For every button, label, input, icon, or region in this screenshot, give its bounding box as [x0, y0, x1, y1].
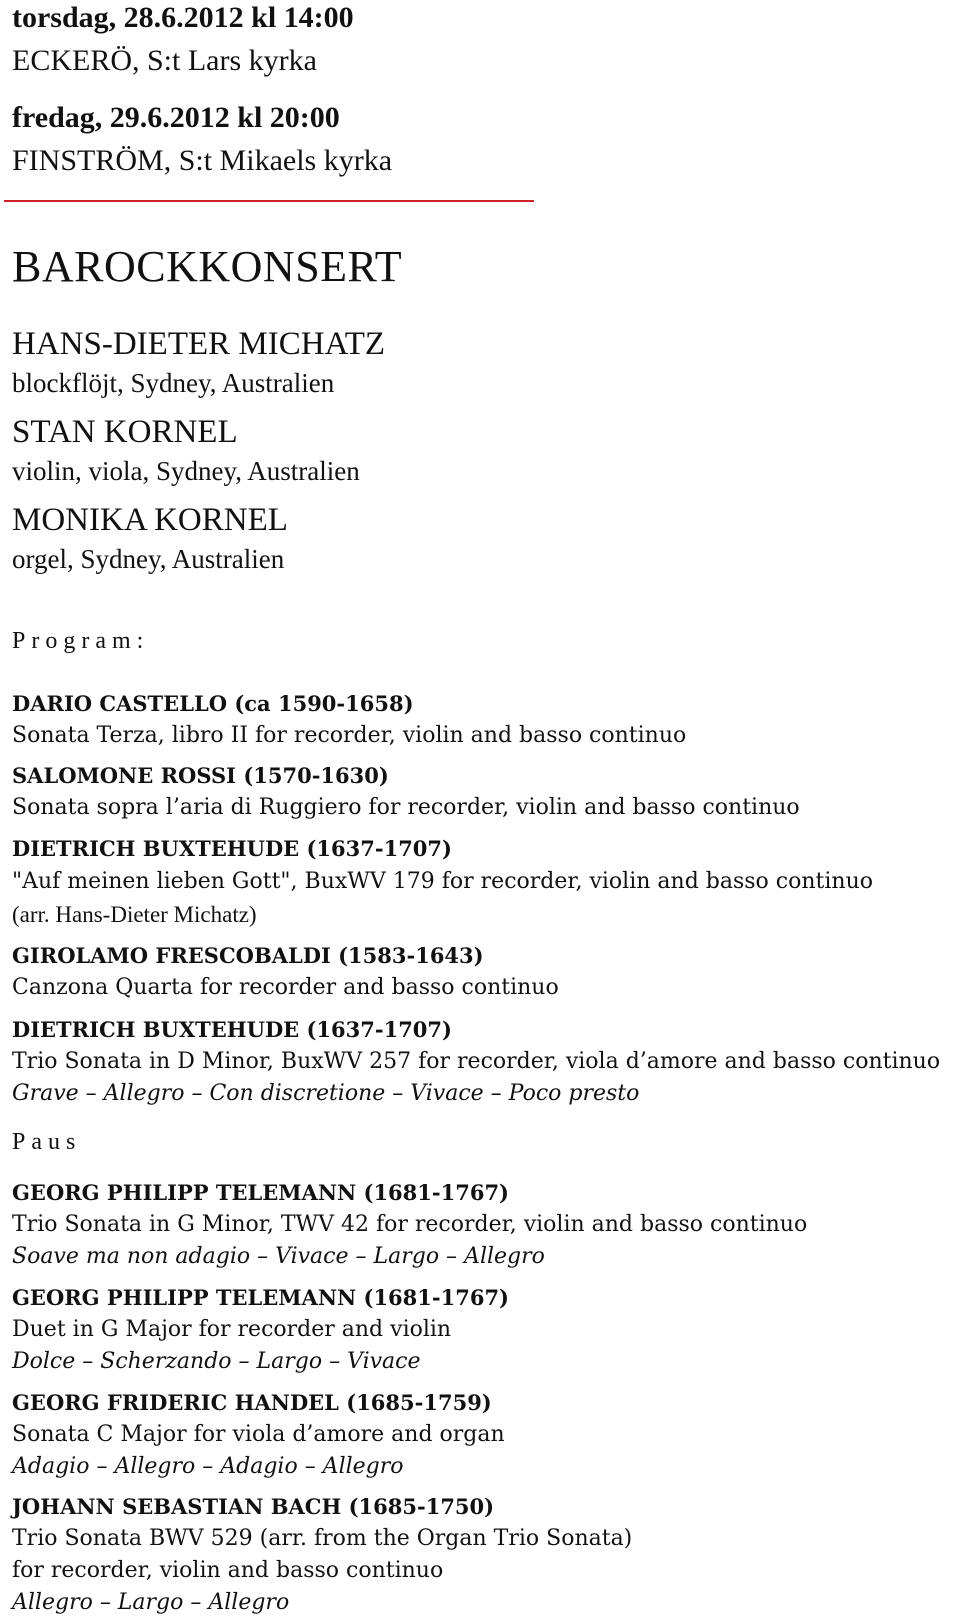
arrangement-note: (arr. Hans-Dieter Michatz): [12, 902, 257, 927]
work-frescobaldi: Canzona Quarta for recorder and basso continuo: [12, 975, 559, 1000]
composer-frescobaldi: GIROLAMO FRESCOBALDI (1583-1643): [12, 943, 484, 968]
program-heading: Program:: [12, 628, 150, 654]
performer-role-2: violin, viola, Sydney, Australien: [12, 456, 360, 486]
event-date-2: fredag, 29.6.2012 kl 20:00: [12, 101, 340, 134]
composer-buxtehude-2: DIETRICH BUXTEHUDE (1637-1707): [12, 1017, 452, 1042]
tempo-bach: Allegro – Largo – Allegro: [12, 1590, 290, 1615]
event-venue-2: FINSTRÖM, S:t Mikaels kyrka: [12, 144, 393, 177]
composer-telemann-2: GEORG PHILIPP TELEMANN (1681-1767): [12, 1285, 509, 1310]
work-handel: Sonata C Major for viola d’amore and organ: [12, 1422, 505, 1447]
composer-buxtehude-1: DIETRICH BUXTEHUDE (1637-1707): [12, 836, 452, 861]
performer-role-1: blockflöjt, Sydney, Australien: [12, 368, 335, 398]
composer-handel: GEORG FRIDERIC HANDEL (1685-1759): [12, 1390, 492, 1415]
tempo-handel: Adagio – Allegro – Adagio – Allegro: [12, 1454, 404, 1479]
composer-rossi: SALOMONE ROSSI (1570-1630): [12, 763, 389, 788]
concert-title: BAROCKKONSERT: [12, 242, 403, 291]
performer-name-3: MONIKA KORNEL: [12, 502, 288, 538]
work-telemann-1: Trio Sonata in G Minor, TWV 42 for recorder, violin and basso continuo: [12, 1212, 808, 1237]
work-castello: Sonata Terza, libro II for recorder, violin and basso continuo: [12, 723, 687, 748]
tempo-buxtehude-2: Grave – Allegro – Con discretione – Vivace – Poco presto: [12, 1081, 640, 1106]
tempo-telemann-2: Dolce – Scherzando – Largo – Vivace: [12, 1349, 421, 1374]
event-date-1: torsdag, 28.6.2012 kl 14:00: [12, 1, 354, 34]
work-bach-line2: for recorder, violin and basso continuo: [12, 1558, 444, 1583]
performer-role-3: orgel, Sydney, Australien: [12, 544, 285, 574]
work-buxtehude-1: "Auf meinen lieben Gott", BuxWV 179 for recorder, violin and basso continuo: [12, 869, 873, 894]
work-telemann-2: Duet in G Major for recorder and violin: [12, 1317, 452, 1342]
red-divider: [4, 200, 534, 202]
composer-castello: DARIO CASTELLO (ca 1590-1658): [12, 691, 414, 716]
work-bach: Trio Sonata BWV 529 (arr. from the Organ Trio Sonata): [12, 1526, 633, 1551]
composer-bach: JOHANN SEBASTIAN BACH (1685-1750): [12, 1494, 495, 1519]
work-buxtehude-2: Trio Sonata in D Minor, BuxWV 257 for recorder, viola d’amore and basso continuo: [12, 1049, 941, 1074]
composer-telemann-1: GEORG PHILIPP TELEMANN (1681-1767): [12, 1180, 509, 1205]
pause-label: Paus: [12, 1129, 82, 1155]
tempo-telemann-1: Soave ma non adagio – Vivace – Largo – Allegro: [12, 1244, 545, 1269]
event-venue-1: ECKERÖ, S:t Lars kyrka: [12, 44, 317, 77]
work-rossi: Sonata sopra l’aria di Ruggiero for recorder, violin and basso continuo: [12, 795, 800, 820]
performer-name-1: HANS-DIETER MICHATZ: [12, 326, 386, 362]
performer-name-2: STAN KORNEL: [12, 414, 238, 450]
